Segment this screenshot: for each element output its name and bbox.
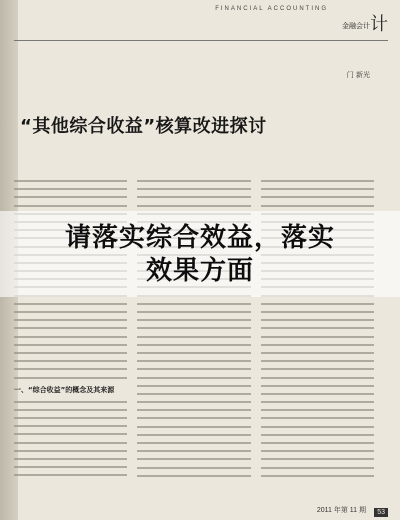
caption-line-2: 效果方面 [145,256,254,286]
issue-label: 2011 年第 11 期 [316,507,366,514]
caption-text [0,222,400,288]
journal-name-english: FINANCIAL ACCOUNTING [215,6,328,12]
article-author: 门 新光 [346,71,370,79]
journal-logo: 计 [370,14,388,35]
section-heading: 一、“综合收益”的概念及其来源 [14,385,115,394]
article-title: “其他综合收益”核算改进探讨 [20,116,267,137]
page-number: 53 [374,508,388,517]
header-divider [14,40,388,41]
journal-name-chinese: 金融会计 [342,22,370,30]
caption-line-1: 请落实综合效益，落实 [64,223,335,253]
